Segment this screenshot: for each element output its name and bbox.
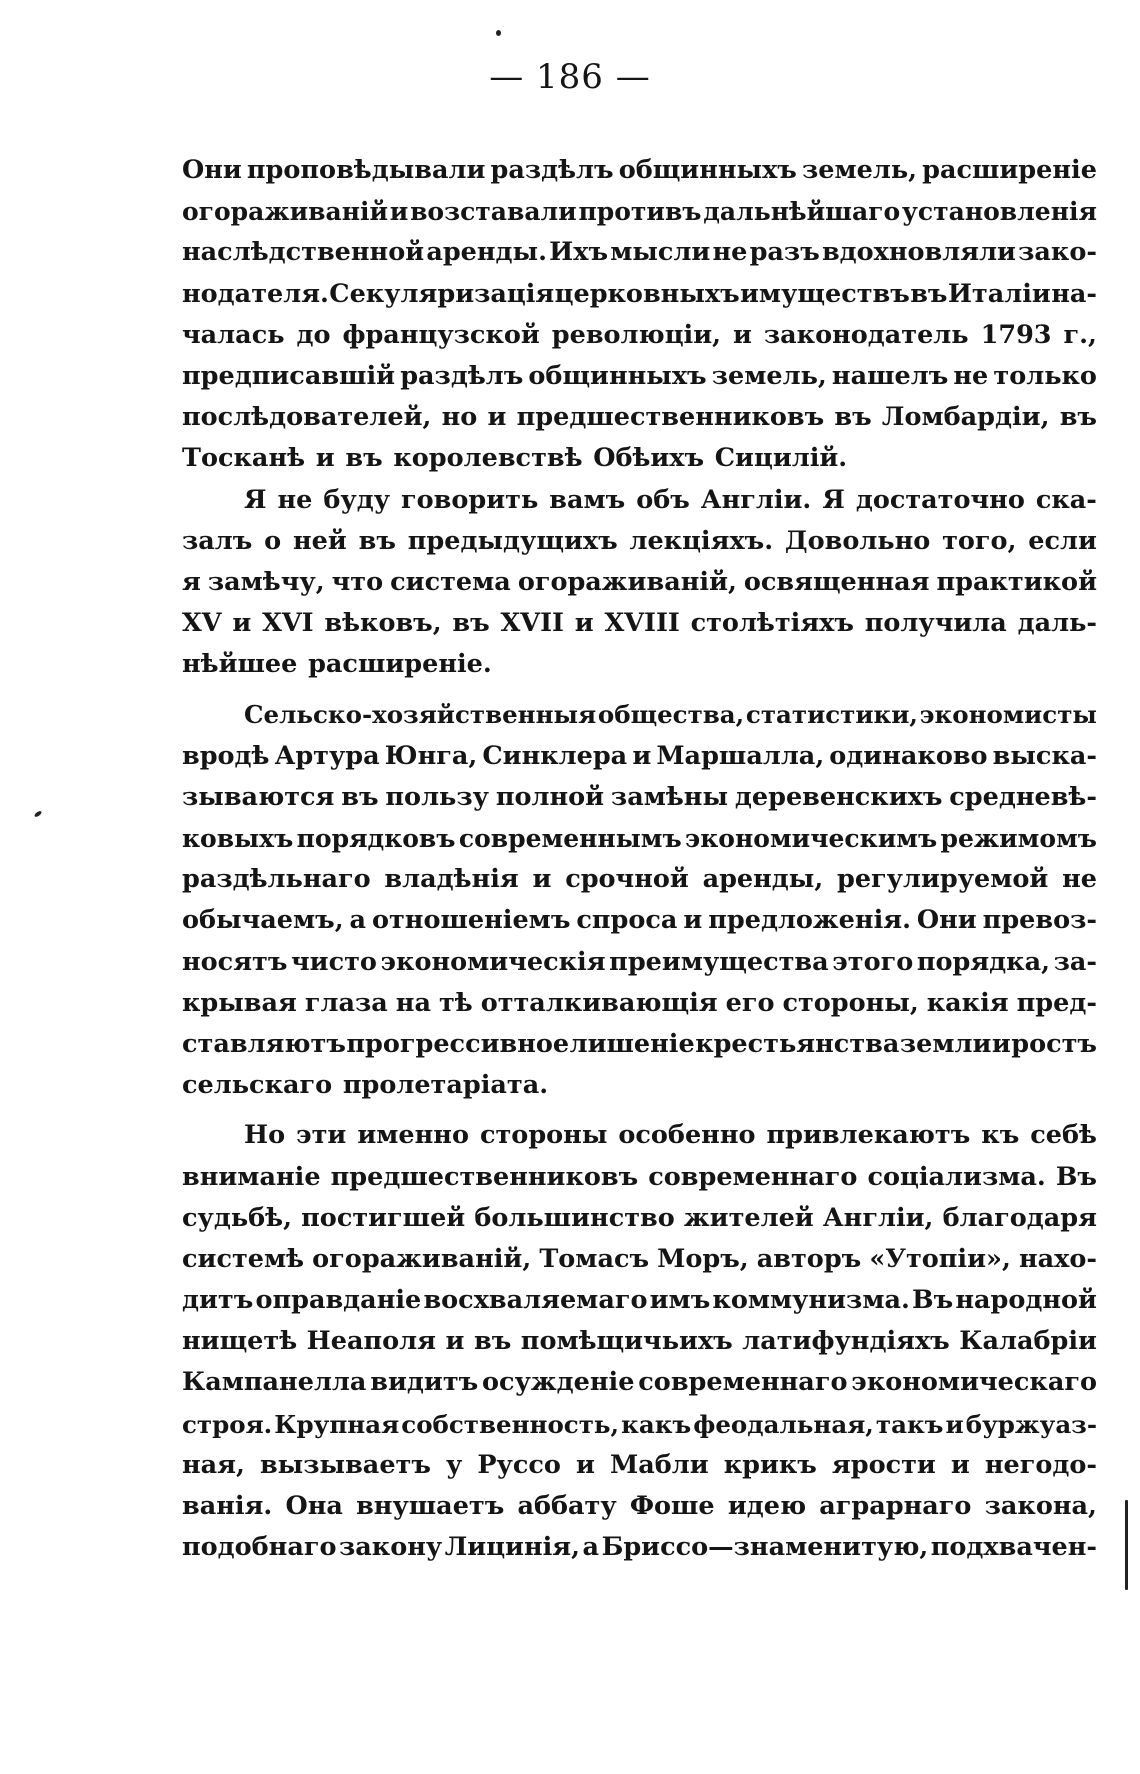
text-line	[182, 397, 1097, 438]
word: Ломбардіи,	[881, 402, 1050, 433]
word: коммунизма.	[712, 1285, 910, 1316]
word: тѣ	[438, 987, 473, 1018]
word: ставляютъ	[182, 1028, 346, 1059]
word: ростъ	[1011, 1028, 1097, 1059]
word: объ	[636, 484, 690, 515]
word: Секуляризація	[329, 278, 555, 309]
text-line	[182, 480, 1097, 521]
word: жителей	[683, 1202, 814, 1233]
word: установленія	[901, 197, 1097, 227]
word: а	[349, 905, 367, 936]
word: имуществъ	[740, 278, 910, 309]
word: буду	[323, 484, 391, 515]
word: и	[487, 402, 507, 433]
word: современнаго	[648, 1161, 858, 1192]
word: Въ	[1055, 1161, 1097, 1192]
word: за-	[1053, 946, 1097, 977]
word: порядковъ	[296, 824, 456, 853]
word: раздѣлъ	[490, 155, 614, 185]
word: дальнѣйшаго	[703, 197, 901, 227]
word: экономическимъ	[685, 824, 938, 853]
page-number: — 186 —	[489, 57, 651, 97]
word: ванія.	[182, 1491, 273, 1521]
word: Крупная	[274, 1409, 400, 1439]
text-line	[182, 1527, 1097, 1568]
word: режимомъ	[940, 824, 1097, 853]
word: ней	[293, 525, 347, 556]
text-line	[182, 150, 1097, 191]
word: Они	[916, 905, 977, 936]
word: въ	[910, 278, 948, 309]
text-line	[182, 1280, 1097, 1321]
word: одинаково	[829, 740, 988, 771]
text-line	[182, 1157, 1097, 1198]
word: и	[991, 1028, 1011, 1059]
word: предшественниковъ	[330, 1161, 639, 1192]
text-line	[182, 1024, 1097, 1065]
word: XVII	[500, 608, 564, 639]
word: Бриссо—знаменитую,	[601, 1532, 929, 1563]
word: земель,	[711, 360, 827, 391]
text-line	[182, 562, 1097, 603]
word: дитъ	[182, 1285, 254, 1316]
text-line	[182, 859, 1097, 900]
word: королевствѣ	[393, 443, 583, 474]
word: нищетѣ	[182, 1326, 298, 1357]
word: большинство	[474, 1202, 675, 1233]
word: въ	[834, 402, 872, 433]
word: крывая	[182, 987, 297, 1018]
word: получила	[864, 608, 1007, 639]
word: не	[1062, 864, 1097, 895]
word: латифундіяхъ	[742, 1326, 950, 1357]
word: Англіи.	[700, 484, 812, 515]
word: я	[182, 566, 201, 597]
word: лишеніе	[569, 1028, 695, 1059]
word: чалась	[182, 319, 285, 350]
word: постигшей	[301, 1202, 466, 1233]
word: не	[953, 360, 989, 391]
word: лекціяхъ.	[629, 525, 774, 556]
word: Но	[244, 1120, 286, 1151]
word: отталкивающія	[480, 987, 718, 1018]
word: системѣ	[182, 1243, 305, 1274]
word: не	[712, 237, 748, 268]
word: прогрессивное	[346, 1028, 570, 1059]
text-line	[182, 521, 1097, 562]
word: и	[574, 608, 594, 639]
word: столѣтіяхъ	[690, 608, 854, 639]
text-line	[182, 1321, 1097, 1362]
text-line	[182, 356, 1097, 397]
word: Лицинія,	[444, 1532, 581, 1563]
word: авторъ	[756, 1243, 862, 1274]
word: Руссо	[477, 1449, 561, 1480]
text-line	[182, 438, 1097, 479]
word: Въ	[912, 1285, 954, 1316]
word: общества,	[597, 700, 745, 730]
word: Синклера	[482, 740, 628, 771]
word: раздѣлъ	[400, 360, 524, 391]
word: негодо-	[984, 1449, 1097, 1480]
word: XV	[182, 608, 222, 639]
word: преимущества	[609, 946, 829, 977]
word: отношеніемъ	[372, 905, 571, 936]
word: замѣны	[610, 781, 729, 812]
word: привлекаютъ	[766, 1120, 971, 1151]
word: общинныхъ	[618, 155, 797, 185]
word: носятъ	[182, 946, 288, 977]
word: о	[264, 525, 282, 556]
word: аббату	[517, 1491, 617, 1521]
word: въ	[1059, 402, 1097, 433]
text-line	[182, 942, 1097, 983]
word: на-	[1051, 278, 1097, 309]
word: предписавшій	[182, 360, 396, 391]
word: Томасъ	[539, 1243, 650, 1274]
word: обычаемъ,	[182, 905, 344, 936]
word: но	[441, 402, 478, 433]
word: аренды.	[426, 237, 547, 268]
word: Сицилій.	[714, 443, 848, 474]
word: послѣдователей,	[182, 402, 432, 433]
word: чисто	[291, 946, 377, 977]
word: достаточно	[855, 484, 1025, 515]
word: Италіи	[947, 278, 1051, 309]
word: Сельско-хозяйственныя	[244, 700, 597, 730]
word: въ	[473, 1326, 512, 1357]
word: срочной	[565, 864, 689, 895]
word: имъ	[649, 1285, 711, 1316]
word: статистики,	[745, 700, 918, 730]
word: спроса	[576, 905, 678, 936]
word: общинныхъ	[528, 360, 707, 391]
word: владѣнія	[384, 864, 519, 895]
word: какія	[926, 987, 1009, 1018]
word: Фоше	[629, 1491, 715, 1521]
word: нахо-	[1018, 1243, 1097, 1274]
word: Довольно	[784, 525, 931, 556]
word: XVIII	[604, 608, 680, 639]
word: земли	[899, 1028, 992, 1059]
word: пользу	[385, 781, 489, 812]
word: себѣ	[1030, 1120, 1097, 1151]
word: феодальная,	[693, 1409, 874, 1439]
word: Они	[182, 155, 242, 185]
word: огораживаній,	[312, 1243, 532, 1274]
word: система	[390, 566, 511, 597]
word: революціи,	[551, 319, 722, 350]
word: въ	[345, 443, 383, 474]
word: говорить	[401, 484, 539, 515]
text-line	[182, 694, 1097, 735]
word: что	[331, 566, 384, 597]
word: даль-	[1017, 608, 1097, 639]
text-line	[182, 1239, 1097, 1280]
word: вамъ	[549, 484, 626, 515]
word: судьбѣ,	[182, 1202, 292, 1233]
word: современнаго	[638, 1367, 848, 1398]
word: вродѣ	[182, 740, 270, 771]
word: расширеніе.	[308, 649, 492, 680]
scan-speck	[496, 30, 501, 36]
word: возставали	[410, 197, 577, 227]
word: крестьянства	[695, 1028, 900, 1059]
text-line	[182, 736, 1097, 777]
word: деревенскихъ	[734, 781, 943, 812]
word: буржуаз-	[965, 1409, 1097, 1439]
text-line	[182, 1362, 1097, 1403]
word: вдохновляли	[821, 237, 1016, 268]
word: огораживаній	[182, 197, 389, 227]
word: экономическаго	[851, 1367, 1097, 1398]
word: Юнга,	[384, 740, 478, 771]
word: Маршалла,	[656, 740, 825, 771]
scan-speck	[34, 810, 43, 818]
word: экономисты	[919, 700, 1097, 730]
word: только	[993, 360, 1097, 391]
word: вѣковъ,	[324, 608, 442, 639]
word: осужденіе	[482, 1367, 635, 1398]
word: Обѣихъ	[593, 443, 705, 474]
word: средневѣ-	[949, 781, 1097, 812]
word: и	[732, 319, 752, 350]
word: земель,	[801, 155, 918, 185]
word: Англіи,	[822, 1202, 934, 1233]
word: въ	[452, 608, 490, 639]
word: XVI	[262, 608, 314, 639]
word: пред-	[1016, 987, 1097, 1018]
word: сельскаго	[182, 1070, 333, 1101]
word: аренды,	[702, 864, 824, 895]
word: Мабли	[609, 1449, 709, 1480]
word: и	[576, 1449, 595, 1480]
word: а	[582, 1532, 600, 1563]
text-line	[182, 232, 1097, 273]
word: Она	[285, 1491, 343, 1521]
word: Тосканѣ	[182, 443, 306, 474]
word: проповѣдывали	[246, 155, 486, 185]
word: собственность,	[401, 1409, 620, 1439]
word: и	[632, 740, 652, 771]
text-line	[182, 1065, 1097, 1106]
word: ная,	[182, 1449, 245, 1480]
word: строя.	[182, 1409, 273, 1439]
word: и	[950, 1449, 970, 1480]
text-line	[182, 1198, 1097, 1239]
word: «Утопіи»,	[869, 1243, 1011, 1274]
word: къ	[981, 1120, 1020, 1151]
word: предыдущихъ	[407, 525, 618, 556]
word: у	[445, 1449, 463, 1480]
word: на	[395, 987, 431, 1018]
word: и	[532, 864, 552, 895]
word: подхвачен-	[930, 1532, 1097, 1563]
text-line	[182, 274, 1097, 315]
word: того,	[942, 525, 1017, 556]
word: особенно	[618, 1120, 756, 1151]
word: противъ	[578, 197, 702, 227]
word: именно	[357, 1120, 469, 1151]
word: закона,	[984, 1491, 1097, 1521]
word: современнымъ	[458, 824, 682, 853]
word: благодаря	[942, 1202, 1097, 1233]
word: Моръ,	[657, 1243, 749, 1274]
word: не	[277, 484, 313, 515]
text-line	[182, 900, 1097, 941]
word: до	[296, 319, 331, 350]
text-line	[182, 1404, 1097, 1445]
word: Ихъ	[549, 237, 609, 268]
word: превоз-	[982, 905, 1097, 936]
word: экономическія	[380, 946, 606, 977]
word: нодателя.	[182, 278, 329, 309]
text-line	[182, 191, 1097, 232]
word: зываются	[182, 781, 335, 812]
word: Калабріи	[959, 1326, 1097, 1357]
word: крикъ	[723, 1449, 817, 1480]
word: пролетаріата.	[342, 1070, 549, 1101]
word: регулируемой	[837, 864, 1049, 895]
word: въ	[358, 525, 396, 556]
word: внушаетъ	[356, 1491, 505, 1521]
word: Кампанелла	[182, 1367, 367, 1398]
word: зако-	[1018, 237, 1097, 268]
word: этого	[832, 946, 914, 977]
word: ярости	[831, 1449, 936, 1480]
word: закону	[339, 1532, 443, 1563]
word: помѣщичьихъ	[520, 1326, 733, 1357]
word: раздѣльнаго	[182, 864, 371, 895]
word: законодатель	[763, 319, 969, 350]
text-line	[182, 777, 1097, 818]
text-line	[182, 983, 1097, 1024]
word: предложенія.	[708, 905, 911, 936]
word: и	[315, 443, 335, 474]
text-line	[182, 644, 1097, 685]
word: 1793	[980, 319, 1052, 350]
word: какъ	[621, 1409, 692, 1439]
word: разъ	[749, 237, 820, 268]
word: нѣйшее	[182, 649, 298, 680]
word: порядка,	[916, 946, 1050, 977]
word: и	[945, 1409, 964, 1439]
word: и	[232, 608, 252, 639]
word: подобнаго	[182, 1532, 337, 1563]
word: эти	[296, 1120, 347, 1151]
word: полной	[495, 781, 605, 812]
word: расширеніе	[922, 155, 1097, 185]
word: Я	[244, 484, 267, 515]
word: стороны	[479, 1120, 608, 1151]
word: огораживаній,	[517, 566, 737, 597]
word: видитъ	[370, 1367, 479, 1398]
word: г.,	[1063, 319, 1097, 350]
word: нашелъ	[831, 360, 949, 391]
word: ковыхъ	[182, 824, 294, 853]
word: и	[389, 197, 409, 227]
word: залъ	[182, 525, 253, 556]
text-line	[182, 603, 1097, 644]
text-line	[182, 315, 1097, 356]
word: ска-	[1035, 484, 1097, 515]
word: его	[725, 987, 775, 1018]
word: соціализма.	[867, 1161, 1046, 1192]
word: замѣчу,	[207, 566, 325, 597]
word: въ	[341, 781, 379, 812]
word: французской	[342, 319, 540, 350]
text-line	[182, 1445, 1097, 1486]
word: такъ	[875, 1409, 944, 1439]
word: восхваляемаго	[423, 1285, 648, 1316]
text-line	[182, 1115, 1097, 1156]
word: и	[445, 1326, 465, 1357]
scan-speck	[1125, 1500, 1128, 1590]
word: вниманіе	[182, 1161, 321, 1192]
word: Я	[822, 484, 845, 515]
word: вызываетъ	[259, 1449, 431, 1480]
word: Артура	[274, 740, 380, 771]
word: если	[1028, 525, 1097, 556]
word: наслѣдственной	[182, 237, 425, 268]
word: идею	[727, 1491, 807, 1521]
text-line	[182, 818, 1097, 859]
word: Неаполя	[306, 1326, 436, 1357]
word: глаза	[304, 987, 388, 1018]
body-text	[182, 150, 1097, 1568]
word: народной	[955, 1285, 1097, 1316]
word: предшественниковъ	[516, 402, 825, 433]
word: оправданіе	[255, 1285, 422, 1316]
word: мысли	[610, 237, 711, 268]
word: стороны,	[782, 987, 919, 1018]
text-line	[182, 1486, 1097, 1527]
word: выска-	[992, 740, 1097, 771]
word: аграрнаго	[819, 1491, 972, 1521]
word: освященная	[743, 566, 930, 597]
word: практикой	[936, 566, 1097, 597]
word: церковныхъ	[554, 278, 740, 309]
word: и	[683, 905, 703, 936]
